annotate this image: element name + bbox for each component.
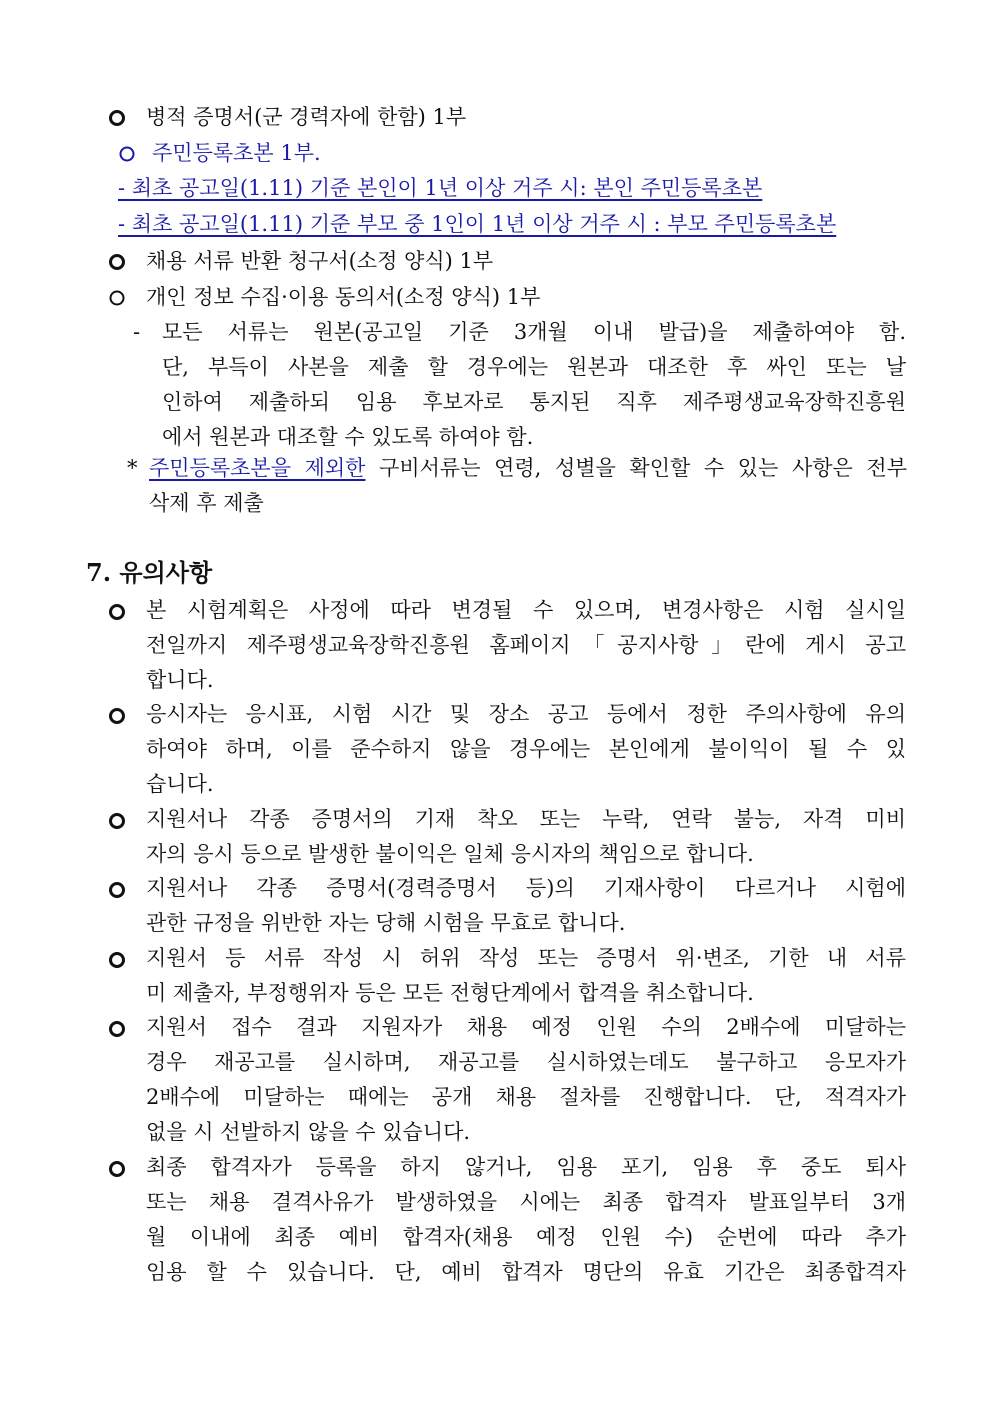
notice-line: 습니다.	[146, 772, 214, 796]
notice-item-text	[146, 802, 906, 872]
notice-item-text	[146, 871, 906, 941]
circle-bullet-icon	[108, 593, 138, 621]
notice-line: 월 이내에 최종 예비 합격자(채용 예정 인원 수) 순번에 따라 추가	[146, 1225, 906, 1249]
note-star-line: 삭제 후 제출	[149, 491, 264, 515]
notice-line: 임용 할 수 있습니다. 단, 예비 합격자 명단의 유효 기간은 최종합격자	[146, 1260, 906, 1284]
note-star-paragraph	[149, 451, 907, 521]
note-line: 단, 부득이 사본을 제출 할 경우에는 원본과 대조한 후 싸인 또는 날	[162, 355, 906, 379]
note-dash-paragraph	[162, 315, 906, 455]
circle-bullet-icon	[108, 1010, 138, 1038]
list-item-text: 주민등록초본 1부.	[152, 141, 321, 165]
notice-item-text	[146, 941, 906, 1011]
circle-bullet-icon	[108, 243, 138, 271]
notice-line: 없을 시 선발하지 않을 수 있습니다.	[146, 1120, 471, 1144]
sub-item-text: - 최초 공고일(1.11) 기준 본인이 1년 이상 거주 시: 본인 주민등록초본	[118, 176, 763, 200]
notice-line: 지원서나 각종 증명서(경력증명서 등)의 기재사항이 다르거나 시험에	[146, 876, 906, 900]
notice-line: 지원서 등 서류 작성 시 허위 작성 또는 증명서 위·변조, 기한 내 서류	[146, 946, 906, 970]
notice-line: 최종 합격자가 등록을 하지 않거나, 임용 포기, 임용 후 중도 퇴사	[146, 1155, 906, 1179]
notice-line: 경우 재공고를 실시하며, 재공고를 실시하였는데도 불구하고 응모자가	[146, 1050, 906, 1074]
circle-bullet-icon	[118, 135, 148, 163]
circle-bullet-icon	[108, 871, 138, 899]
notice-line: 또는 채용 결격사유가 발생하였을 시에는 최종 합격자 발표일부터 3개	[146, 1190, 906, 1214]
notice-line: 하여야 하며, 이를 준수하지 않을 경우에는 본인에게 불이익이 될 수 있	[146, 737, 906, 761]
notice-line: 지원서 접수 결과 지원자가 채용 예정 인원 수의 2배수에 미달하는	[146, 1015, 906, 1039]
section-title: 7. 유의사항	[86, 558, 213, 587]
note-star-text: 구비서류는 연령, 성별을 확인할 수 있는 사항은 전부	[365, 456, 907, 480]
notice-line: 관한 규정을 위반한 자는 당해 시험을 무효로 합니다.	[146, 911, 626, 935]
notice-line: 전일까지 제주평생교육장학진흥원 홈페이지「공지사항」란에 게시 공고	[146, 633, 906, 657]
note-line: 모든 서류는 원본(공고일 기준 3개월 이내 발급)을 제출하여야 함.	[162, 320, 906, 344]
note-star-line	[149, 451, 907, 486]
list-item-text: 개인 정보 수집·이용 동의서(소정 양식) 1부	[146, 285, 541, 309]
notice-line: 2배수에 미달하는 때에는 공개 채용 절차를 진행합니다. 단, 적격자가	[146, 1085, 906, 1109]
circle-bullet-icon	[108, 99, 138, 127]
circle-bullet-icon	[108, 802, 138, 830]
notice-line: 합니다.	[146, 668, 214, 692]
circle-bullet-icon	[108, 1150, 138, 1178]
circle-bullet-icon	[108, 697, 138, 725]
sub-item-link[interactable]	[118, 170, 918, 206]
notice-line: 본 시험계획은 사정에 따라 변경될 수 있으며, 변경사항은 시험 실시일	[146, 598, 906, 622]
notice-item-text	[146, 593, 906, 698]
notice-item-text	[146, 697, 906, 802]
resident-record-link[interactable]: 주민등록초본을 제외한	[149, 456, 366, 480]
note-star-marker: *	[127, 456, 138, 480]
notice-item-text	[146, 1010, 906, 1150]
notice-line: 자의 응시 등으로 발생한 불이익은 일체 응시자의 책임으로 합니다.	[146, 842, 754, 866]
circle-bullet-icon	[108, 279, 138, 307]
list-item-text: 채용 서류 반환 청구서(소정 양식) 1부	[146, 249, 494, 273]
circle-bullet-icon	[108, 941, 138, 969]
notice-line: 미 제출자, 부정행위자 등은 모든 전형단계에서 합격을 취소합니다.	[146, 981, 754, 1005]
note-dash-marker: -	[133, 320, 141, 344]
notice-line: 지원서나 각종 증명서의 기재 착오 또는 누락, 연락 불능, 자격 미비	[146, 807, 906, 831]
note-line: 인하여 제출하되 임용 후보자로 통지된 직후 제주평생교육장학진흥원	[162, 390, 906, 414]
sub-item-text: - 최초 공고일(1.11) 기준 부모 중 1인이 1년 이상 거주 시 : 부모 주민등록초본	[118, 212, 837, 236]
sub-item-link[interactable]	[118, 206, 918, 242]
list-item-text: 병적 증명서(군 경력자에 한함) 1부	[146, 105, 467, 129]
notice-line: 응시자는 응시표, 시험 시간 및 장소 공고 등에서 정한 주의사항에 유의	[146, 702, 906, 726]
note-line: 에서 원본과 대조할 수 있도록 하여야 함.	[162, 425, 534, 449]
notice-item-text	[146, 1150, 906, 1290]
